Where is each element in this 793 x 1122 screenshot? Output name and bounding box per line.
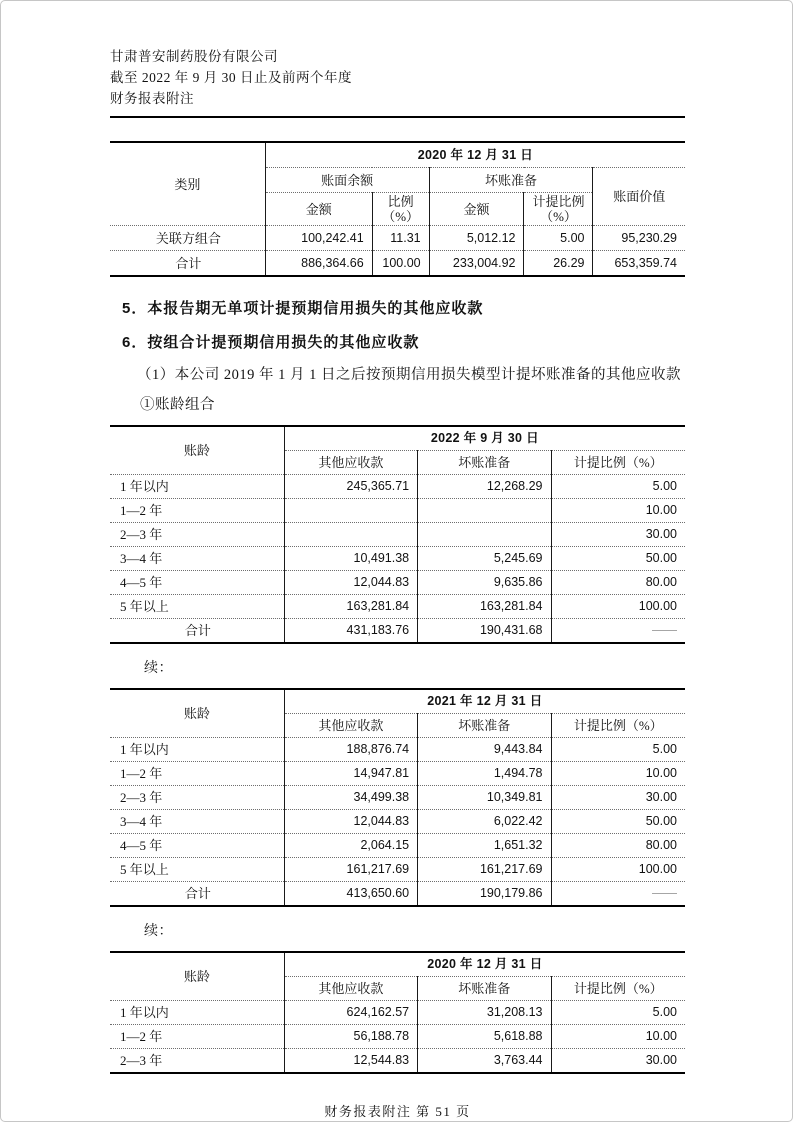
aging-table-2021-12-31 <box>110 688 685 907</box>
column-header-provision-ratio: 计提比例（%） <box>524 193 593 226</box>
cell-provision: 190,431.68 <box>418 619 551 644</box>
column-header-aging: 账龄 <box>183 443 210 458</box>
column-header-bad-debt-provision: 坏账准备 <box>418 714 551 738</box>
cell-ratio: 10.00 <box>551 1025 685 1049</box>
cell-amount: 2,064.15 <box>284 834 417 858</box>
cell-provision: 9,635.86 <box>418 571 551 595</box>
subsection-aging-group-label: ①账龄组合 <box>140 397 215 413</box>
cell-ratio: —— <box>551 619 685 644</box>
cell-amount: 12,544.83 <box>284 1049 417 1074</box>
row-label: 1—2 年 <box>110 499 284 523</box>
cell-amount: 100,242.41 <box>265 226 372 251</box>
cell-provision: 9,443.84 <box>418 738 551 762</box>
cell-amount: 34,499.38 <box>284 786 417 810</box>
table-row <box>110 523 685 547</box>
cell-amount: 624,162.57 <box>284 1001 417 1025</box>
column-header-category: 类别 <box>174 176 201 192</box>
row-label: 1—2 年 <box>110 762 284 786</box>
cell-ratio: 100.00 <box>372 251 429 277</box>
cell-ratio: 80.00 <box>551 571 685 595</box>
table-row <box>110 738 685 762</box>
row-label: 合计 <box>110 882 284 907</box>
cell-amount <box>284 499 417 523</box>
table-row <box>110 595 685 619</box>
cell-ratio: 30.00 <box>551 1049 685 1074</box>
document-header <box>110 0 685 118</box>
cell-book-value: 653,359.74 <box>593 251 685 277</box>
row-label: 2—3 年 <box>110 1049 284 1074</box>
column-header-other-receivables: 其他应收款 <box>284 714 417 738</box>
cell-ratio: 30.00 <box>551 786 685 810</box>
column-header-provision-ratio: 计提比例（%） <box>551 451 685 475</box>
column-header-date: 2022 年 9 月 30 日 <box>284 426 685 451</box>
continuation-label: 续： <box>144 661 173 676</box>
cell-ratio: 5.00 <box>551 475 685 499</box>
row-label: 2—3 年 <box>110 786 284 810</box>
cell-provision: 161,217.69 <box>418 858 551 882</box>
column-header-ratio: 比例（%） <box>372 193 429 226</box>
cell-amount: 163,281.84 <box>284 595 417 619</box>
cell-provision <box>418 499 551 523</box>
table-total-row <box>110 251 685 277</box>
column-header-bad-debt-provision: 坏账准备 <box>418 451 551 475</box>
table-row <box>110 834 685 858</box>
cell-ratio: 10.00 <box>551 499 685 523</box>
column-header-book-balance: 账面余额 <box>265 168 429 193</box>
cell-amount: 12,044.83 <box>284 571 417 595</box>
column-header-bad-debt-provision: 坏账准备 <box>418 977 551 1001</box>
category-provision-table <box>110 141 685 277</box>
cell-ratio: 80.00 <box>551 834 685 858</box>
aging-table-2022-09-30 <box>110 425 685 644</box>
row-label: 1 年以内 <box>110 475 284 499</box>
cell-ratio: 50.00 <box>551 547 685 571</box>
cell-ratio: 5.00 <box>551 738 685 762</box>
company-name: 甘肃普安制药股份有限公司 <box>110 49 278 64</box>
paragraph-note: （1）本公司 2019 年 1 月 1 日之后按预期信用损失模型计提坏账准备的其他应收款 <box>137 367 681 383</box>
column-header-date: 2021 年 12 月 31 日 <box>284 689 685 714</box>
cell-provision: 5,618.88 <box>418 1025 551 1049</box>
cell-amount: 245,365.71 <box>284 475 417 499</box>
cell-ratio: 5.00 <box>551 1001 685 1025</box>
row-label: 4—5 年 <box>110 834 284 858</box>
cell-amount: 886,364.66 <box>265 251 372 277</box>
document-content <box>110 0 685 1120</box>
cell-provision: 6,022.42 <box>418 810 551 834</box>
cell-provision <box>418 523 551 547</box>
notes-title: 财务报表附注 <box>110 91 194 106</box>
cell-ratio: 100.00 <box>551 595 685 619</box>
table-row <box>110 499 685 523</box>
cell-amount: 188,876.74 <box>284 738 417 762</box>
cell-provision: 1,494.78 <box>418 762 551 786</box>
cell-amount <box>284 523 417 547</box>
cell-amount: 161,217.69 <box>284 858 417 882</box>
table-header-row <box>110 142 685 168</box>
cell-provision: 163,281.84 <box>418 595 551 619</box>
table-row <box>110 762 685 786</box>
table-row <box>110 786 685 810</box>
continuation-label: 续： <box>144 924 173 939</box>
row-label: 1 年以内 <box>110 738 284 762</box>
table-total-row <box>110 619 685 644</box>
cell-provision: 5,245.69 <box>418 547 551 571</box>
cell-provision-ratio: 26.29 <box>524 251 593 277</box>
table-header-row <box>110 426 685 451</box>
row-label: 2—3 年 <box>110 523 284 547</box>
page-footer: 财务报表附注 第 51 页 <box>324 1104 471 1119</box>
row-label: 1 年以内 <box>110 1001 284 1025</box>
column-header-provision-ratio: 计提比例（%） <box>551 977 685 1001</box>
table-total-row <box>110 882 685 907</box>
aging-table-2020-12-31 <box>110 951 685 1074</box>
cell-provision-ratio: 5.00 <box>524 226 593 251</box>
row-label: 5 年以上 <box>110 858 284 882</box>
cell-amount: 431,183.76 <box>284 619 417 644</box>
cell-amount: 12,044.83 <box>284 810 417 834</box>
cell-ratio: —— <box>551 882 685 907</box>
reporting-period: 截至 2022 年 9 月 30 日止及前两个年度 <box>110 70 352 85</box>
cell-amount: 56,188.78 <box>284 1025 417 1049</box>
cell-provision: 190,179.86 <box>418 882 551 907</box>
column-header-date: 2020 年 12 月 31 日 <box>265 142 685 168</box>
row-label: 5 年以上 <box>110 595 284 619</box>
column-header-date: 2020 年 12 月 31 日 <box>284 952 685 977</box>
table-row <box>110 571 685 595</box>
row-label: 1—2 年 <box>110 1025 284 1049</box>
table-row <box>110 858 685 882</box>
table-header-row <box>110 952 685 977</box>
row-label: 4—5 年 <box>110 571 284 595</box>
table-row <box>110 810 685 834</box>
column-header-provision-ratio: 计提比例（%） <box>551 714 685 738</box>
table-row <box>110 1049 685 1074</box>
cell-ratio: 11.31 <box>372 226 429 251</box>
cell-provision: 10,349.81 <box>418 786 551 810</box>
cell-ratio: 10.00 <box>551 762 685 786</box>
column-header-amount: 金额 <box>265 193 372 226</box>
cell-amount: 413,650.60 <box>284 882 417 907</box>
column-header-book-value: 账面价值 <box>593 168 685 226</box>
cell-amount: 10,491.38 <box>284 547 417 571</box>
header-rule <box>110 116 685 118</box>
cell-provision: 31,208.13 <box>418 1001 551 1025</box>
row-label: 合计 <box>110 619 284 644</box>
cell-provision: 12,268.29 <box>418 475 551 499</box>
cell-amount: 14,947.81 <box>284 762 417 786</box>
cell-ratio: 100.00 <box>551 858 685 882</box>
row-label: 合计 <box>110 251 265 277</box>
table-row <box>110 1001 685 1025</box>
table-row <box>110 547 685 571</box>
column-header-bad-debt-provision: 坏账准备 <box>429 168 593 193</box>
cell-book-value: 95,230.29 <box>593 226 685 251</box>
row-label: 3—4 年 <box>110 547 284 571</box>
cell-provision: 233,004.92 <box>429 251 524 277</box>
section-heading-6: 6．按组合计提预期信用损失的其他应收款 <box>122 334 420 351</box>
column-header-other-receivables: 其他应收款 <box>284 451 417 475</box>
table-row <box>110 1025 685 1049</box>
cell-provision: 5,012.12 <box>429 226 524 251</box>
section-heading-5: 5．本报告期无单项计提预期信用损失的其他应收款 <box>122 300 484 317</box>
table-header-row <box>110 689 685 714</box>
table-row <box>110 475 685 499</box>
column-header-provision-amount: 金额 <box>429 193 524 226</box>
cell-ratio: 50.00 <box>551 810 685 834</box>
column-header-aging: 账龄 <box>183 706 210 721</box>
cell-provision: 1,651.32 <box>418 834 551 858</box>
column-header-other-receivables: 其他应收款 <box>284 977 417 1001</box>
row-label: 关联方组合 <box>110 226 265 251</box>
table-row <box>110 226 685 251</box>
column-header-aging: 账龄 <box>183 969 210 984</box>
cell-provision: 3,763.44 <box>418 1049 551 1074</box>
row-label: 3—4 年 <box>110 810 284 834</box>
cell-ratio: 30.00 <box>551 523 685 547</box>
